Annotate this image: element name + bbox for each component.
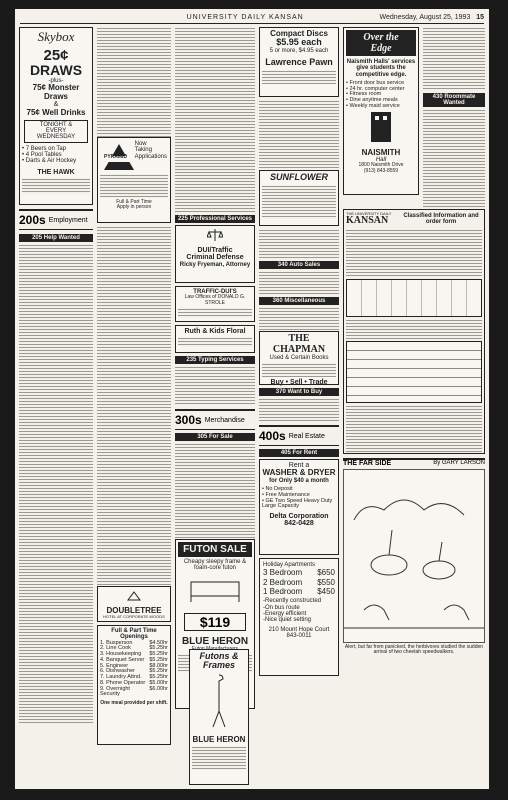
delta-name: Delta Corporation	[269, 513, 329, 521]
hiring-title: Full & Part Time Openings	[111, 628, 157, 641]
forsale-listings	[175, 443, 255, 539]
farside-cartoon	[343, 469, 485, 643]
merch-code: 300s	[175, 413, 202, 427]
want-head: 370 Want to Buy	[259, 388, 339, 396]
holiday-row: 2 Bedroom $550	[263, 577, 335, 587]
doubletree-icon	[114, 590, 154, 602]
hiring-row: 9. Overnight Security $6.00hr	[100, 685, 168, 698]
roommate-head: 430 Roommate Wanted	[423, 93, 485, 107]
edge-tagline: Naismith Halls' services give students the competitive edge.	[346, 59, 416, 78]
doubletree-sub: HOTEL AT CORPORATE WOODS	[103, 614, 165, 620]
naismith-address: 1800 Naismith Drive	[358, 162, 404, 169]
washer-title1: Rent a	[288, 462, 310, 469]
roommate-listings	[423, 109, 485, 207]
newspaper-page	[15, 9, 489, 789]
column-1	[19, 27, 93, 783]
rate-table	[346, 279, 482, 317]
col2-listings-top	[97, 27, 171, 137]
traffic-ad	[175, 286, 255, 322]
holiday-feature: -Recently constructed	[263, 598, 322, 605]
edge-title: Over the Edge	[346, 30, 416, 56]
ad-copy-lines	[346, 341, 482, 403]
realestate-section	[259, 425, 339, 446]
help-wanted-listings	[19, 244, 93, 724]
strole-name: Law Offices of DONALD G. STROLE	[184, 294, 246, 306]
order-form	[343, 209, 485, 454]
farside-author: By GARY LARSON	[433, 460, 485, 466]
attorney-name: Ricky Fryeman, Attorney	[179, 261, 251, 268]
the-hawk: THE HAWK	[37, 168, 75, 176]
chapman-tag: Buy • Sell • Trade	[270, 379, 328, 387]
holiday-phone: 843-0011	[286, 632, 312, 639]
hiring-bottom: One meal provided per shift.	[100, 700, 168, 707]
holiday-features	[263, 598, 335, 623]
skybox-logo: Skybox	[37, 29, 75, 44]
realestate-code: 400s	[259, 429, 286, 443]
holiday-feature: -On bus route	[263, 604, 300, 611]
misc-listings	[259, 307, 339, 331]
ruth-ad	[175, 325, 255, 353]
washer-title3: for Only $40 a month	[269, 477, 329, 484]
header-right: Wednesday, August 25, 1993 15	[379, 13, 484, 21]
compact-disc-ad	[259, 27, 339, 97]
skybox-list: • 7 Beers on Tap • 4 Pool Tables • Darts & Air Hockey	[22, 145, 77, 165]
chapman-sub: Used & Certain Books	[269, 355, 329, 361]
naismith-name: NAISMITH	[361, 147, 401, 157]
farside-title: THE FAR SIDE	[343, 460, 392, 467]
futon-sub: Cheapy sleepy frame & foam-core futon	[183, 559, 247, 572]
skybox-ad	[19, 27, 93, 205]
farside-head	[343, 458, 485, 467]
holiday-row: 1 Bedroom $450	[263, 587, 335, 597]
chapman-name: THE CHAPMAN	[272, 333, 326, 355]
futon-store: BLUE HERON	[181, 635, 249, 647]
typing-head: 235 Typing Services	[175, 356, 255, 364]
futon-title: FUTON SALE	[178, 542, 252, 557]
auto-listings	[259, 271, 339, 295]
amp: &	[53, 101, 59, 109]
hiring-row: 7. Laundry Attnd. $5.25hr	[100, 674, 168, 681]
washer-title2: WASHER & DRYER	[262, 468, 336, 478]
classified-info: Classified Information and order form	[403, 213, 479, 226]
edge-list: • Front door bus service • 24 hr. computer center • Fitness room • Dine anytime meals • Weekly maid service	[346, 79, 405, 109]
naismith-sub: Hall	[375, 157, 387, 164]
pawn-name: Lawrence Pawn	[265, 57, 333, 68]
column-6	[423, 27, 485, 207]
washer-list: • No Deposit • Free Maintenance • GE Two Speed Heavy Duty Large Capacity	[262, 486, 333, 510]
realestate-label: Real Estate	[288, 432, 325, 440]
cd-price2: 5 or more, $4.95 each	[269, 47, 329, 54]
sunflower-ad	[259, 170, 339, 226]
kansan-masthead	[346, 212, 482, 227]
merch-section	[175, 409, 255, 430]
sunflower-name: SUNFLOWER	[270, 172, 328, 182]
washer-ad	[259, 459, 339, 555]
traffic-title: TRAFFIC-DUI'S	[193, 289, 237, 295]
holiday-name: Holiday Apartments	[263, 562, 316, 568]
cd-price1: $5.95 each	[276, 37, 322, 48]
hiring-row: 4. Banquet Server $5.25hr	[100, 656, 168, 663]
column-2	[97, 27, 171, 783]
hiring-rows	[100, 641, 168, 699]
hiring-row: 2. Line Cook $5.25hr	[100, 645, 168, 652]
column-5	[343, 27, 485, 783]
now-taking: Now Taking Applications	[134, 141, 167, 160]
futons-frames-ad	[189, 649, 249, 785]
pyramid-apply: Apply in person	[116, 204, 152, 211]
employment-label: Employment	[48, 216, 88, 224]
cd-title: Compact Discs	[270, 29, 328, 38]
criminal-defense: Criminal Defense	[186, 254, 244, 262]
header-university: UNIVERSITY DAILY KANSAN	[186, 13, 304, 21]
hiring-row: 5. Engineer $8.00hr	[100, 662, 168, 669]
doubletree-name: DOUBLETREE	[106, 606, 162, 615]
col6-listings-a	[423, 27, 485, 91]
hiring-ad	[97, 625, 171, 745]
chapman-ad	[259, 331, 339, 385]
ruth-name: Ruth & Kids Floral	[184, 328, 246, 335]
naismith-phone: (913) 843-8559	[363, 167, 399, 174]
holiday-feature: -Energy efficient	[263, 611, 307, 618]
hiring-row: 6. Dishwasher $5.25hr	[100, 668, 168, 675]
doubletree-logo	[97, 586, 171, 622]
employment-section	[19, 209, 93, 230]
column-4	[259, 27, 339, 783]
holiday-feature: -Nice quiet setting	[263, 617, 312, 624]
col2-listings	[97, 226, 171, 586]
holiday-row: 3 Bedroom $650	[263, 568, 335, 578]
scales-icon	[207, 228, 223, 242]
cartoon-drawing	[344, 470, 484, 640]
delta-phone: 842-0428	[284, 520, 314, 528]
misc-head: 360 Miscellaneous	[259, 297, 339, 305]
holiday-address: 210 Mount Hope Court	[268, 626, 330, 633]
auto-head: 340 Auto Sales	[259, 261, 339, 269]
draws-label: DRAWS	[29, 62, 83, 79]
futon-icon	[185, 572, 245, 606]
building-icon	[361, 110, 401, 144]
rent-head: 405 For Rent	[259, 449, 339, 457]
pyramid-name: PYRAMID	[104, 154, 128, 160]
hiring-row: 3. Housekeeping $5.25hr	[100, 651, 168, 658]
prof-services-head: 225 Professional Services	[175, 215, 255, 223]
col4-listings-b	[259, 229, 339, 259]
hiring-row: 1. Busperson $4.50hr	[100, 639, 168, 646]
col3-listings-top	[175, 27, 255, 213]
kansan-title: KANSAN	[346, 215, 389, 227]
tonight: TONIGHT &	[39, 121, 73, 128]
holiday-ad	[259, 558, 339, 676]
heron-icon	[204, 671, 234, 731]
hiring-row: 8. Phone Operator $5.00hr	[100, 679, 168, 686]
farside-caption: Alert, but far from panicked, the herbivores studied the sudden arrival of two cheetah speedwalkers.	[344, 644, 484, 656]
dui-ad	[175, 225, 255, 283]
merch-label: Merchandise	[204, 416, 245, 424]
forsale-head: 305 For Sale	[175, 433, 255, 441]
price-25: 25¢	[43, 46, 69, 64]
futon-price: $119	[184, 613, 246, 631]
help-wanted-head: 205 Help Wanted	[19, 234, 93, 242]
futons-frames-store: BLUE HERON	[192, 734, 246, 744]
every-wed: EVERY WEDNESDAY	[36, 128, 76, 141]
holiday-rows	[263, 569, 335, 596]
pyramid-footer: Full & Part Time	[116, 199, 152, 205]
dui-title: DUI/Traffic	[197, 247, 233, 254]
kansan-small: THE UNIVERSITY DAILY	[346, 211, 392, 216]
futons-frames-title: Futons & Frames	[199, 651, 239, 671]
typing-listings	[175, 366, 255, 406]
employment-code: 200s	[19, 213, 46, 227]
page-header	[20, 11, 484, 24]
col4-listings-a	[259, 100, 339, 170]
plus-label: -plus-	[48, 78, 64, 85]
naismith-ad	[343, 27, 419, 195]
want-listings	[259, 398, 339, 422]
well-drinks: 75¢ Well Drinks	[26, 107, 86, 117]
monster-draws: 75¢ Monster Draws	[32, 83, 80, 101]
pyramid-ad	[97, 137, 171, 223]
